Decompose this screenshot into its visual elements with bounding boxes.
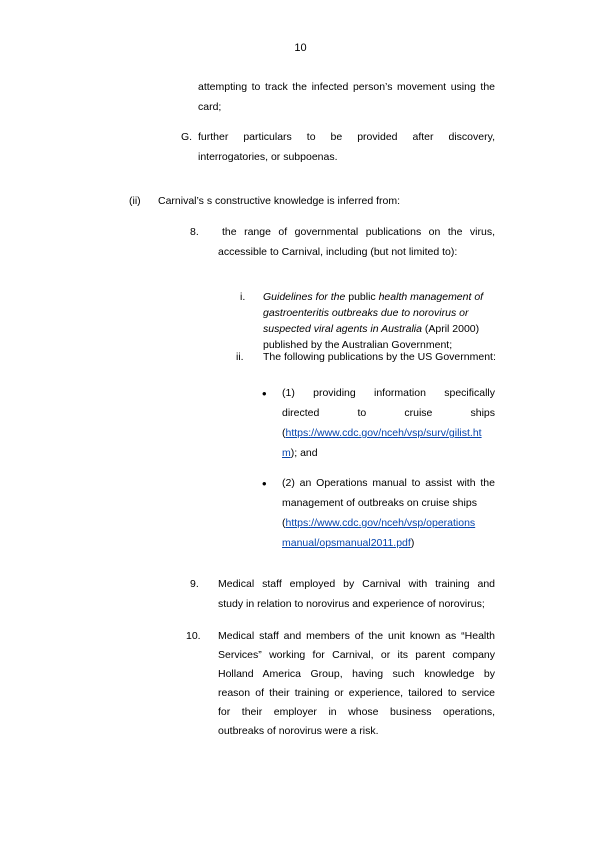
page-number: 10 (294, 42, 307, 54)
item-10-line-3: Holland America Group, having such knowledge by (218, 668, 495, 680)
continuation-line-2: card; (198, 101, 222, 113)
bullet-2-link-end[interactable]: manual/opsmanual2011.pdf (282, 537, 411, 549)
item-9-line-1: Medical staff employed by Carnival with training and (218, 578, 495, 590)
sub-i-title-c: health management of (378, 291, 484, 303)
bullet-2-link[interactable]: https://www.cdc.gov/nceh/vsp/operations (285, 517, 476, 529)
sub-i-text (263, 289, 513, 353)
item-8-line-1: the range of governmental publications on the virus, (222, 226, 495, 238)
sub-i-date: (April 2000) (421, 323, 480, 335)
sub-i-publisher: published by the Australian Government; (263, 339, 453, 351)
item-g-line-1: further particulars to be provided after discovery, (198, 131, 495, 143)
bullet-2-link-line (282, 513, 475, 533)
sub-i-title-line-2: gastroenteritis outbreaks due to norovirus or (263, 307, 469, 319)
bullet-2-close: ) (410, 537, 415, 549)
sub-i-title-a: Guidelines for the (263, 291, 346, 303)
bullet-1-link-line-2 (282, 443, 318, 463)
sub-ii-text: The following publications by the US Government: (263, 351, 496, 363)
bullet-1-close: ); and (290, 447, 318, 459)
sub-i-title-b: public (345, 291, 379, 303)
item-10-line-1: Medical staff and members of the unit known as “Health (218, 630, 495, 642)
bullet-2-open-paren: ( (282, 517, 286, 529)
sub-i-title-line-3: suspected viral agents in Australia (263, 323, 422, 335)
item-9-line-2: study in relation to norovirus and experience of norovirus; (218, 598, 485, 610)
item-g-line-2: interrogatories, or subpoenas. (198, 151, 338, 163)
item-10-line-2: Services” working for Carnival, or its parent company (218, 649, 495, 661)
bullet-1-line-2: directed to cruise ships (282, 407, 495, 419)
bullet-1-link[interactable]: https://www.cdc.gov/nceh/vsp/surv/gilist.ht (285, 427, 482, 439)
item-10-line-5: for their employer in whose business operations, (218, 706, 495, 718)
bullet-2-line-2: management of outbreaks on cruise ships (282, 497, 477, 509)
bullet-1-link-end[interactable]: m (282, 447, 291, 459)
continuation-line-1: attempting to track the infected person’s movement using the (198, 81, 495, 93)
bullet-1-link-line (282, 423, 482, 443)
bullet-1-line-1: (1) providing information specifically (282, 387, 495, 399)
sub-ii-label: ii. (236, 351, 244, 363)
bullet-1-symbol: • (262, 386, 267, 401)
item-10-line-4: reason of their training or experience, tailored to service (218, 687, 495, 699)
bullet-2-link-line-2 (282, 533, 414, 553)
item-9-label: 9. (190, 578, 199, 590)
bullet-1-open-paren: ( (282, 427, 286, 439)
item-10-label: 10. (186, 630, 201, 642)
item-10-line-6: outbreaks of norovirus were a risk. (218, 725, 379, 737)
bullet-2-line-1: (2) an Operations manual to assist with the (282, 477, 495, 489)
bullet-2-symbol: • (262, 476, 267, 491)
item-g-label: G. (181, 131, 193, 143)
section-ii-text: Carnival’s s constructive knowledge is inferred from: (158, 195, 400, 207)
sub-i-label: i. (240, 291, 246, 303)
item-8-line-2: accessible to Carnival, including (but not limited to): (218, 246, 458, 258)
section-ii-label: (ii) (129, 195, 141, 207)
item-8-label: 8. (190, 226, 199, 238)
